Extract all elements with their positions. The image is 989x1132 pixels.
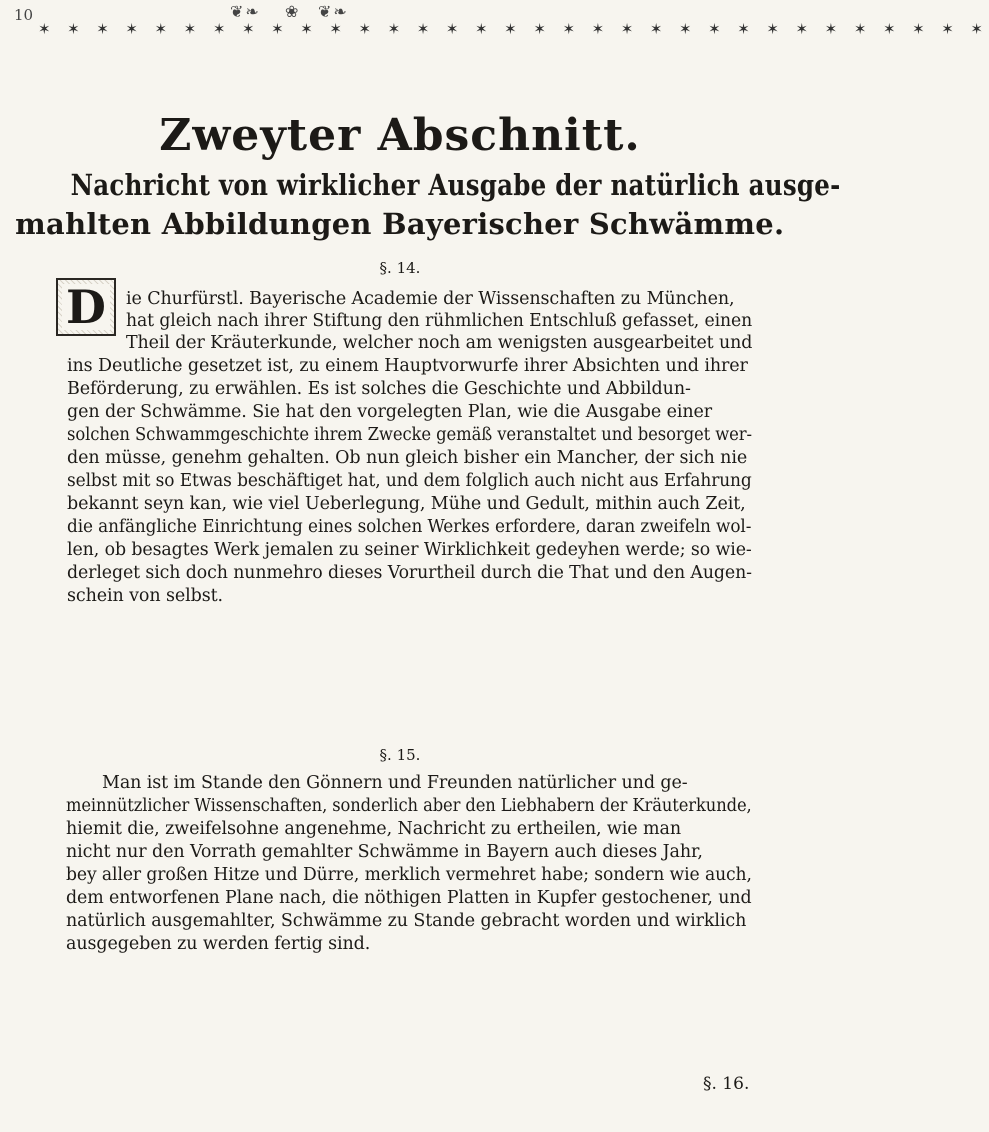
- paragraph-15-line: dem entworfenen Plane nach, die nöthigen Platten in Kupfer gestochener, und: [66, 888, 752, 908]
- paragraph-14-line: den müsse, genehm gehalten. Ob nun gleich bisher ein Mancher, der sich nie: [67, 448, 748, 468]
- paragraph-15-number: §. 15.: [379, 746, 421, 764]
- paragraph-15-line: hiemit die, zweifelsohne angenehme, Nachricht zu ertheilen, wie man: [66, 819, 682, 839]
- drop-cap-letter: D: [62, 284, 110, 330]
- paragraph-15-line: meinnützlicher Wissenschaften, sonderlich aber den Liebhabern der Kräuterkunde,: [66, 796, 752, 816]
- title-line-2: mahlten Abbildungen Bayerischer Schwämme.: [15, 207, 785, 241]
- paragraph-15-line: Man ist im Stande den Gönnern und Freunden natürlicher und ge-: [102, 773, 688, 793]
- paragraph-14-line: hat gleich nach ihrer Stiftung den rühmlichen Entschluß gefasset, einen: [126, 311, 753, 331]
- paragraph-14-number: §. 14.: [379, 259, 421, 277]
- paragraph-14-line: selbst mit so Etwas beschäftiget hat, und dem folglich auch nicht aus Erfahrung: [67, 471, 752, 491]
- paragraph-15-line: natürlich ausgemahlter, Schwämme zu Stande gebracht worden und wirklich: [66, 911, 747, 931]
- paragraph-14-line: bekannt seyn kan, wie viel Ueberlegung, Mühe und Gedult, mithin auch Zeit,: [67, 494, 746, 514]
- paragraph-14-line: gen der Schwämme. Sie hat den vorgelegten Plan, wie die Ausgabe einer: [67, 402, 713, 422]
- drop-cap-initial: [56, 278, 116, 336]
- paragraph-14-line: Beförderung, zu erwählen. Es ist solches die Geschichte und Abbildun-: [67, 379, 691, 399]
- paragraph-14-line: ins Deutliche gesetzet ist, zu einem Hauptvorwurfe ihrer Absichten und ihrer: [67, 356, 748, 376]
- paragraph-14-line: len, ob besagtes Werk jemalen zu seiner Wirklichkeit gedeyhen werde; so wie-: [67, 540, 752, 560]
- paragraph-15-line: nicht nur den Vorrath gemahlter Schwämme in Bayern auch dieses Jahr,: [66, 842, 703, 862]
- paragraph-14-line: die anfängliche Einrichtung eines solchen Werkes erfordere, daran zweifeln wol-: [67, 517, 752, 537]
- section-heading: Zweyter Abschnitt.: [159, 110, 641, 161]
- paragraph-15-line: ausgegeben zu werden fertig sind.: [66, 934, 371, 954]
- header-ornament-center: ❀: [285, 2, 301, 21]
- paragraph-14-line: ie Churfürstl. Bayerische Academie der Wissenschaften zu München,: [126, 289, 735, 309]
- star-rule-divider: ✶ ✶ ✶ ✶ ✶ ✶ ✶ ✶ ✶ ✶ ✶ ✶ ✶ ✶ ✶ ✶ ✶ ✶ ✶ ✶ ✶ ✶ ✶ ✶ ✶ ✶ ✶ ✶ ✶ ✶ ✶ ✶ ✶: [38, 20, 989, 38]
- page-number: 10: [14, 6, 34, 24]
- paragraph-14-line: Theil der Kräuterkunde, welcher noch am wenigsten ausgearbeitet und: [126, 333, 753, 353]
- paragraph-15-line: bey aller großen Hitze und Dürre, merklich vermehret habe; sondern wie auch,: [66, 865, 752, 885]
- catchword: §. 16.: [703, 1074, 750, 1094]
- paragraph-14-line: solchen Schwammgeschichte ihrem Zwecke gemäß veranstaltet und besorget wer-: [67, 425, 752, 445]
- paragraph-14-line: schein von selbst.: [67, 586, 224, 606]
- paragraph-14-line: derleget sich doch nunmehro dieses Vorurtheil durch die That und den Augen-: [67, 563, 752, 583]
- header-ornament-right: ❦❧: [318, 2, 349, 21]
- title-line-1: Nachricht von wirklicher Ausgabe der natürlich ausge-: [70, 168, 841, 202]
- header-ornament-left: ❦❧: [230, 2, 261, 21]
